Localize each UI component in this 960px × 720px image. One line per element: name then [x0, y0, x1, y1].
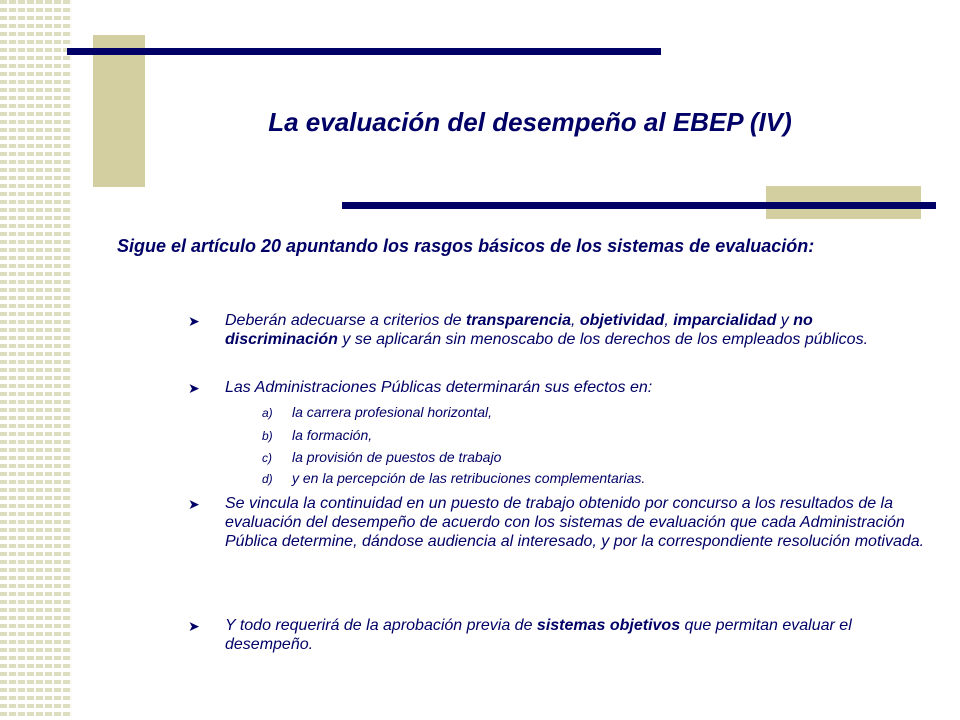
arrow-bullet-icon: ➤ — [188, 313, 200, 329]
decorative-bar-top — [67, 48, 661, 55]
bullet-continuity-text: Se vincula la continuidad en un puesto de trabajo obtenido por concurso a los resultados de la evaluación del desempeño de acuerdo con los sistemas de evaluación que cada Administración Pública determine, dándose audiencia al interesado, y por la correspondiente resolución motivada. — [225, 495, 925, 550]
bullet-effects — [188, 378, 928, 397]
bullet-criteria-text: Deberán adecuarse a criterios de transparencia, objetividad, imparcialidad y no discriminación y se aplicarán sin menoscabo de los derechos de los empleados públicos. — [225, 312, 869, 348]
sub-item-b: b) la formación, — [262, 427, 373, 443]
sub-item-a: a) la carrera profesional horizontal, — [262, 404, 492, 420]
arrow-bullet-icon: ➤ — [188, 380, 200, 396]
intro-paragraph: Sigue el artículo 20 apuntando los rasgos básicos de los sistemas de evaluación: — [117, 236, 815, 256]
bullet-criteria — [188, 311, 928, 349]
decorative-bar-middle — [342, 202, 936, 209]
striped-left-border — [0, 0, 72, 720]
arrow-bullet-icon: ➤ — [188, 618, 200, 634]
bullet-objective-systems — [188, 616, 928, 654]
sub-item-c: c) la provisión de puestos de trabajo — [262, 449, 502, 465]
bullet-continuity — [188, 494, 928, 551]
bullet-effects-text: Las Administraciones Públicas determinarán sus efectos en: — [225, 379, 653, 396]
arrow-bullet-icon: ➤ — [188, 496, 200, 512]
slide-title: La evaluación del desempeño al EBEP (IV) — [268, 107, 792, 137]
sub-item-d: d) y en la percepción de las retribuciones complementarias. — [262, 470, 646, 486]
bullet-objective-systems-text: Y todo requerirá de la aprobación previa de sistemas objetivos que permitan evaluar el desempeño. — [225, 617, 852, 653]
